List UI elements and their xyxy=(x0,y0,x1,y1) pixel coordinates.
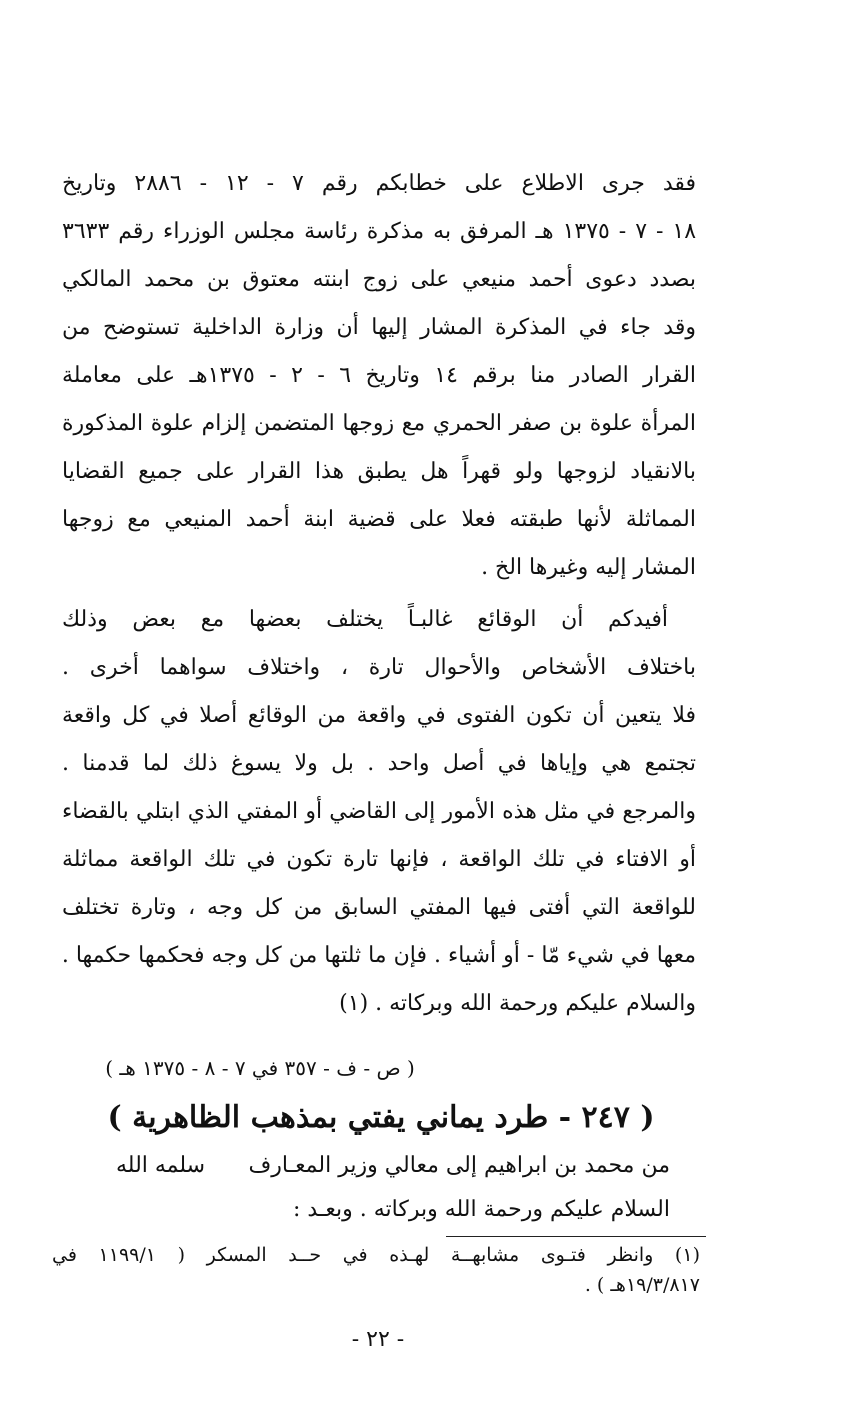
body-line: تجتمع هي وإياها في أصل واحد . بل ولا يسوغ ذلك لما قدمنا . xyxy=(62,751,696,776)
body-line: أو الافتاء في تلك الواقعة ، فإنها تارة تكون في تلك الواقعة مماثلة xyxy=(62,847,696,872)
document-reference: ( ص - ف - ٣٥٧ في ٧ - ٨ - ١٣٧٥ هـ ) xyxy=(105,1056,415,1080)
footnote-divider xyxy=(446,1236,706,1237)
body-line: القرار الصادر منا برقم ١٤ وتاريخ ٦ - ٢ - ١٣٧٥هـ على معاملة xyxy=(62,363,697,388)
body-line: ١٨ - ٧ - ١٣٧٥ هـ المرفق به مذكرة رئاسة مجلس الوزراء رقم ٣٦٣٣ xyxy=(62,219,697,244)
body-line: باختلاف الأشخاص والأحوال تارة ، واختلاف سواهما أخرى . xyxy=(62,655,696,680)
body-line: فقد جرى الاطلاع على خطابكم رقم ٧ - ١٢ - ٢٨٨٦ وتاريخ xyxy=(62,171,697,196)
body-line: أفيدكم أن الوقائع غالبـاً يختلف بعضها مع بعض وذلك xyxy=(62,607,668,632)
body-line: المماثلة لأنها طبقته فعلا على قضية ابنة أحمد المنيعي مع زوجها xyxy=(62,507,696,532)
footnote-line: (١) وانظر فتـوى مشابهــة لهـذه في حــد المسكر ( ١١٩٩/١ في xyxy=(52,1244,700,1266)
letter-address xyxy=(116,1144,670,1188)
sender-line: من محمد بن ابراهيم إلى معالي وزير المعـارف xyxy=(248,1153,670,1178)
blessing-text: سلمه الله xyxy=(116,1153,206,1178)
page-number: - ٢٢ - xyxy=(351,1327,405,1352)
body-line: المشار إليه وغيرها الخ . xyxy=(481,555,696,580)
body-line: بالانقياد لزوجها ولو قهراً هل يطبق هذا القرار على جميع القضايا xyxy=(62,459,696,484)
body-line: فلا يتعين أن تكون الفتوى في واقعة من الوقائع أصلا في كل واقعة xyxy=(62,703,696,728)
body-line: والسلام عليكم ورحمة الله وبركاته . (١) xyxy=(339,991,696,1016)
body-line: بصدد دعوى أحمد منيعي على زوج ابنته معتوق بن محمد المالكي xyxy=(62,267,696,292)
footnote-line: ١٩/٣/٨١٧هـ ) . xyxy=(584,1274,700,1296)
body-line: والمرجع في مثل هذه الأمور إلى القاضي أو المفتي الذي ابتلي بالقضاء xyxy=(62,799,696,824)
greeting-line: السلام عليكم ورحمة الله وبركاته . وبعـد : xyxy=(293,1197,670,1222)
body-line: للواقعة التي أفتى فيها المفتي السابق من كل وجه ، وتارة تختلف xyxy=(62,895,696,920)
body-line: المرأة علوة بن صفر الحمري مع زوجها المتضمن إلزام علوة المذكورة xyxy=(62,411,696,436)
body-line: وقد جاء في المذكرة المشار إليها أن وزارة الداخلية تستوضح من xyxy=(62,315,696,340)
section-heading: ( ٢٤٧ - طرد يماني يفتي بمذهب الظاهرية ) xyxy=(107,1100,655,1135)
body-line: معها في شيء مّا - أو أشياء . فإن ما ثلتها من كل وجه فحكمها حكمها . xyxy=(61,943,696,968)
